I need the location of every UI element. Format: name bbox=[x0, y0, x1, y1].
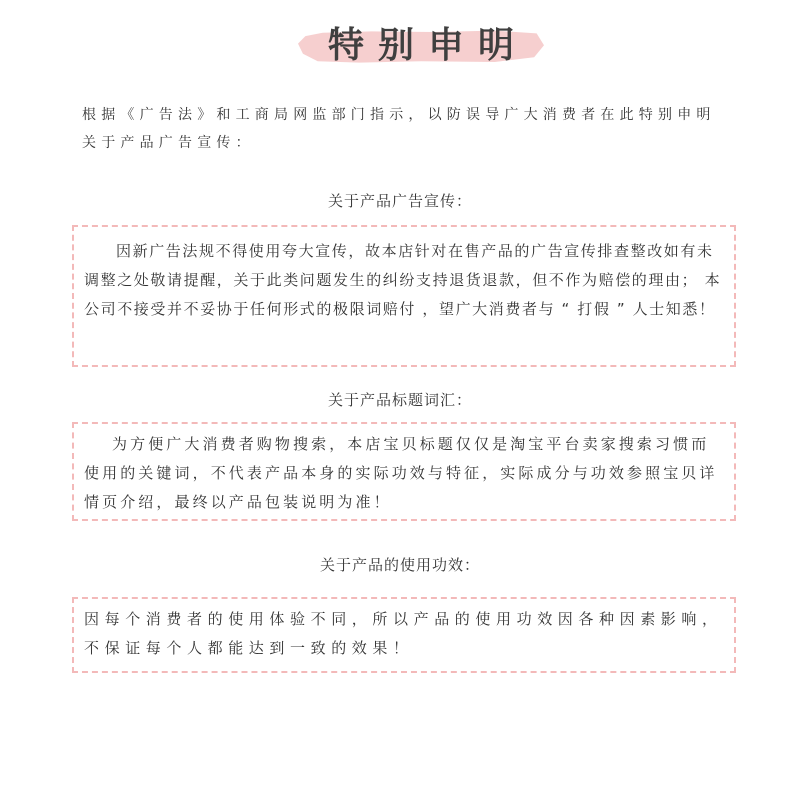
notice-box-efficacy bbox=[72, 597, 736, 673]
intro-paragraph: 根据《广告法》和工商局网监部门指示，以防误导广大消费者在此特别申明关于产品广告宣传： bbox=[82, 107, 716, 151]
notice-text-efficacy: 因每个消费者的使用体验不同，所以产品的使用功效因各种因素影响，不保证每个人都能达到一致的效果！ bbox=[84, 610, 723, 657]
notice-text-title-terms: 为方便广大消费者购物搜索，本店宝贝标题仅仅是淘宝平台卖家搜索习惯而使用的关键词，不代表产品本身的实际功效与特征，实际成分与功效参照宝贝详情页介绍，最终以产品包装说明为准！ bbox=[84, 435, 718, 511]
notice-box-title-terms bbox=[72, 422, 736, 521]
notice-box-advertising bbox=[72, 225, 736, 367]
section-heading-efficacy: 关于产品的使用功效： bbox=[319, 556, 480, 574]
section-heading-title-terms: 关于产品标题词汇： bbox=[327, 391, 472, 409]
section-heading-advertising: 关于产品广告宣传： bbox=[327, 192, 472, 210]
notice-text-advertising: 因新广告法规不得使用夸大宣传，故本店针对在售产品的广告宣传排查整改如有未调整之处敬请提醒，关于此类问题发生的纠纷支持退货退款，但不作为赔偿的理由； 本公司不接受并不妥协于任何形式的极限词赔付 ，望广大消费者与 “ 打假 ” 人士知悉！ bbox=[84, 242, 722, 318]
page-title bbox=[298, 20, 544, 70]
page-title-text: 特别申明 bbox=[327, 25, 528, 66]
